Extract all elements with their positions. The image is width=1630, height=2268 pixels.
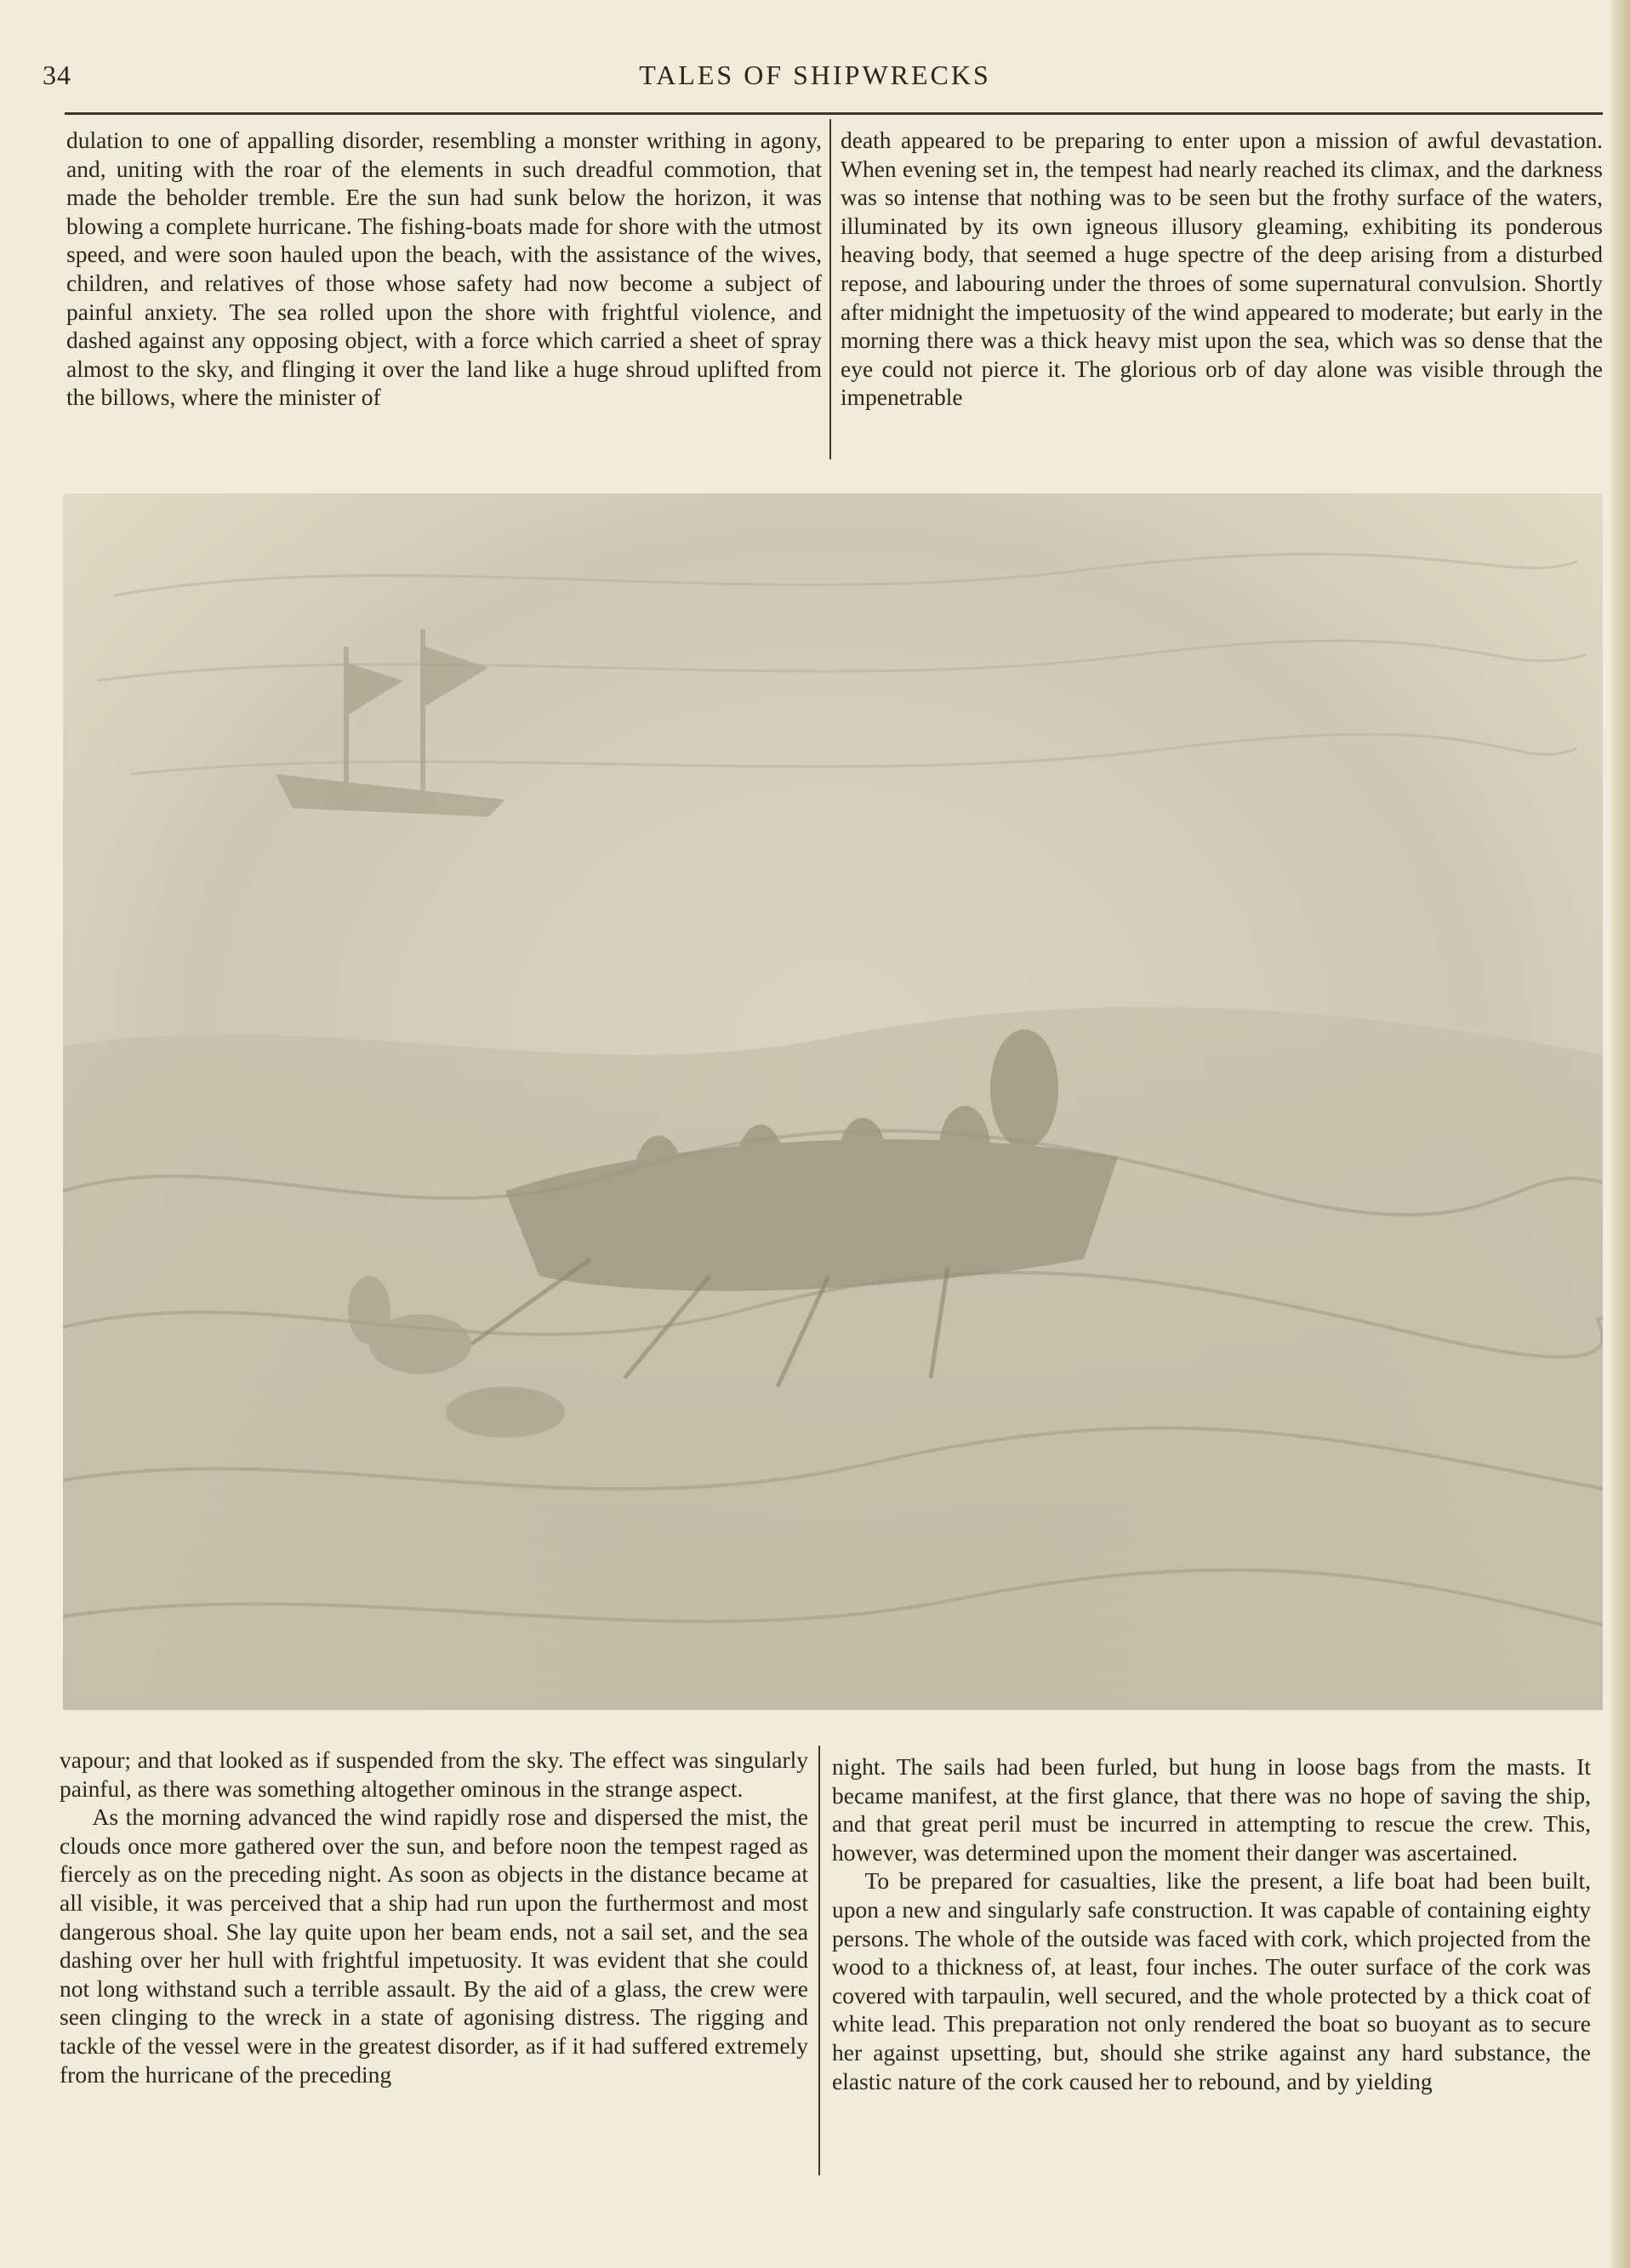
page-edge [1611, 0, 1630, 2268]
text-column-top-left [66, 126, 822, 412]
paragraph: night. The sails had been furled, but hung in loose bags from the masts. It became manifest, at the first glance, that there was no hope of saving the ship, and that great peril must be incurred in attempting to rescue the crew. This, however, was determined upon the moment their danger was ascertained. [832, 1753, 1591, 1866]
paragraph: As the morning advanced the wind rapidly rose and dispersed the mist, the clouds once more gathered over the sun, and before noon the tempest raged as fiercely as on the preceding night. As soon as objects in the distance became at all visible, it was perceived that a ship had run upon the furthermost and most dangerous shoal. She lay quite upon her beam ends, not a sail set, and the sea dashing over her hull with frightful impetuosity. It was evident that she could not long withstand such a terrible assault. By the aid of a glass, the crew were seen clinging to the wreck in a state of agonising distress. The rigging and tackle of the vessel were in the greatest disorder, as if it had suffered extremely from the hurricane of the preceding [60, 1804, 808, 2088]
paragraph: vapour; and that looked as if suspended from the sky. The effect was singularly painful, as there was something altogether ominous in the strange aspect. [60, 1747, 808, 1802]
column-divider [818, 1746, 820, 2175]
page-header [0, 60, 1630, 102]
paragraph: dulation to one of appalling disorder, resembling a monster writhing in agony, and, uniting with the roar of the elements in such dreadful commotion, that made the beholder tremble. Ere the sun had sunk below the horizon, it was blowing a complete hurricane. The fishing-boats made for shore with the utmost speed, and were soon hauled upon the beach, with the assistance of the wives, children, and relatives of those whose safety had now become a subject of painful anxiety. The sea rolled upon the shore with frightful violence, and dashed against any opposing object, with a force which carried a sheet of spray almost to the sky, and flinging it over the land like a huge shroud uplifted from the billows, where the minister of [66, 127, 822, 411]
running-head: TALES OF SHIPWRECKS [639, 60, 991, 90]
engraving-image [63, 493, 1603, 1710]
shipwreck-engraving-illustration [63, 493, 1603, 1710]
header-rule [65, 112, 1603, 115]
text-column-top-right [841, 126, 1603, 412]
column-divider [829, 119, 831, 459]
text-column-bottom-left [60, 1746, 808, 2088]
paragraph: To be prepared for casualties, like the present, a life boat had been built, upon a new and singularly safe construction. It was capable of containing eighty persons. The whole of the outside was faced with cork, which projected from the wood to a thickness of, at least, four inches. The outer surface of the cork was covered with tarpaulin, well secured, and the whole protected by a thick coat of white lead. This preparation not only rendered the boat so buoyant as to secure her against upsetting, but, should she strike against any hard substance, the elastic nature of the cork caused her to rebound, and by yielding [832, 1867, 1591, 2094]
page-number: 34 [43, 60, 71, 90]
text-column-bottom-right [832, 1752, 1591, 2095]
paragraph: death appeared to be preparing to enter upon a mission of awful devastation. When evening set in, the tempest had nearly reached its climax, and the darkness was so intense that nothing was to be seen but the frothy surface of the waters, illuminated by its own igneous illusory gleaming, exhibiting its ponderous heaving body, that seemed a huge spectre of the deep arising from a disturbed repose, and labouring under the throes of some supernatural convulsion. Shortly after midnight the impetuosity of the wind appeared to moderate; but early in the morning there was a thick heavy mist upon the sea, which was so dense that the eye could not pierce it. The glorious orb of day alone was visible through the impenetrable [841, 127, 1603, 411]
